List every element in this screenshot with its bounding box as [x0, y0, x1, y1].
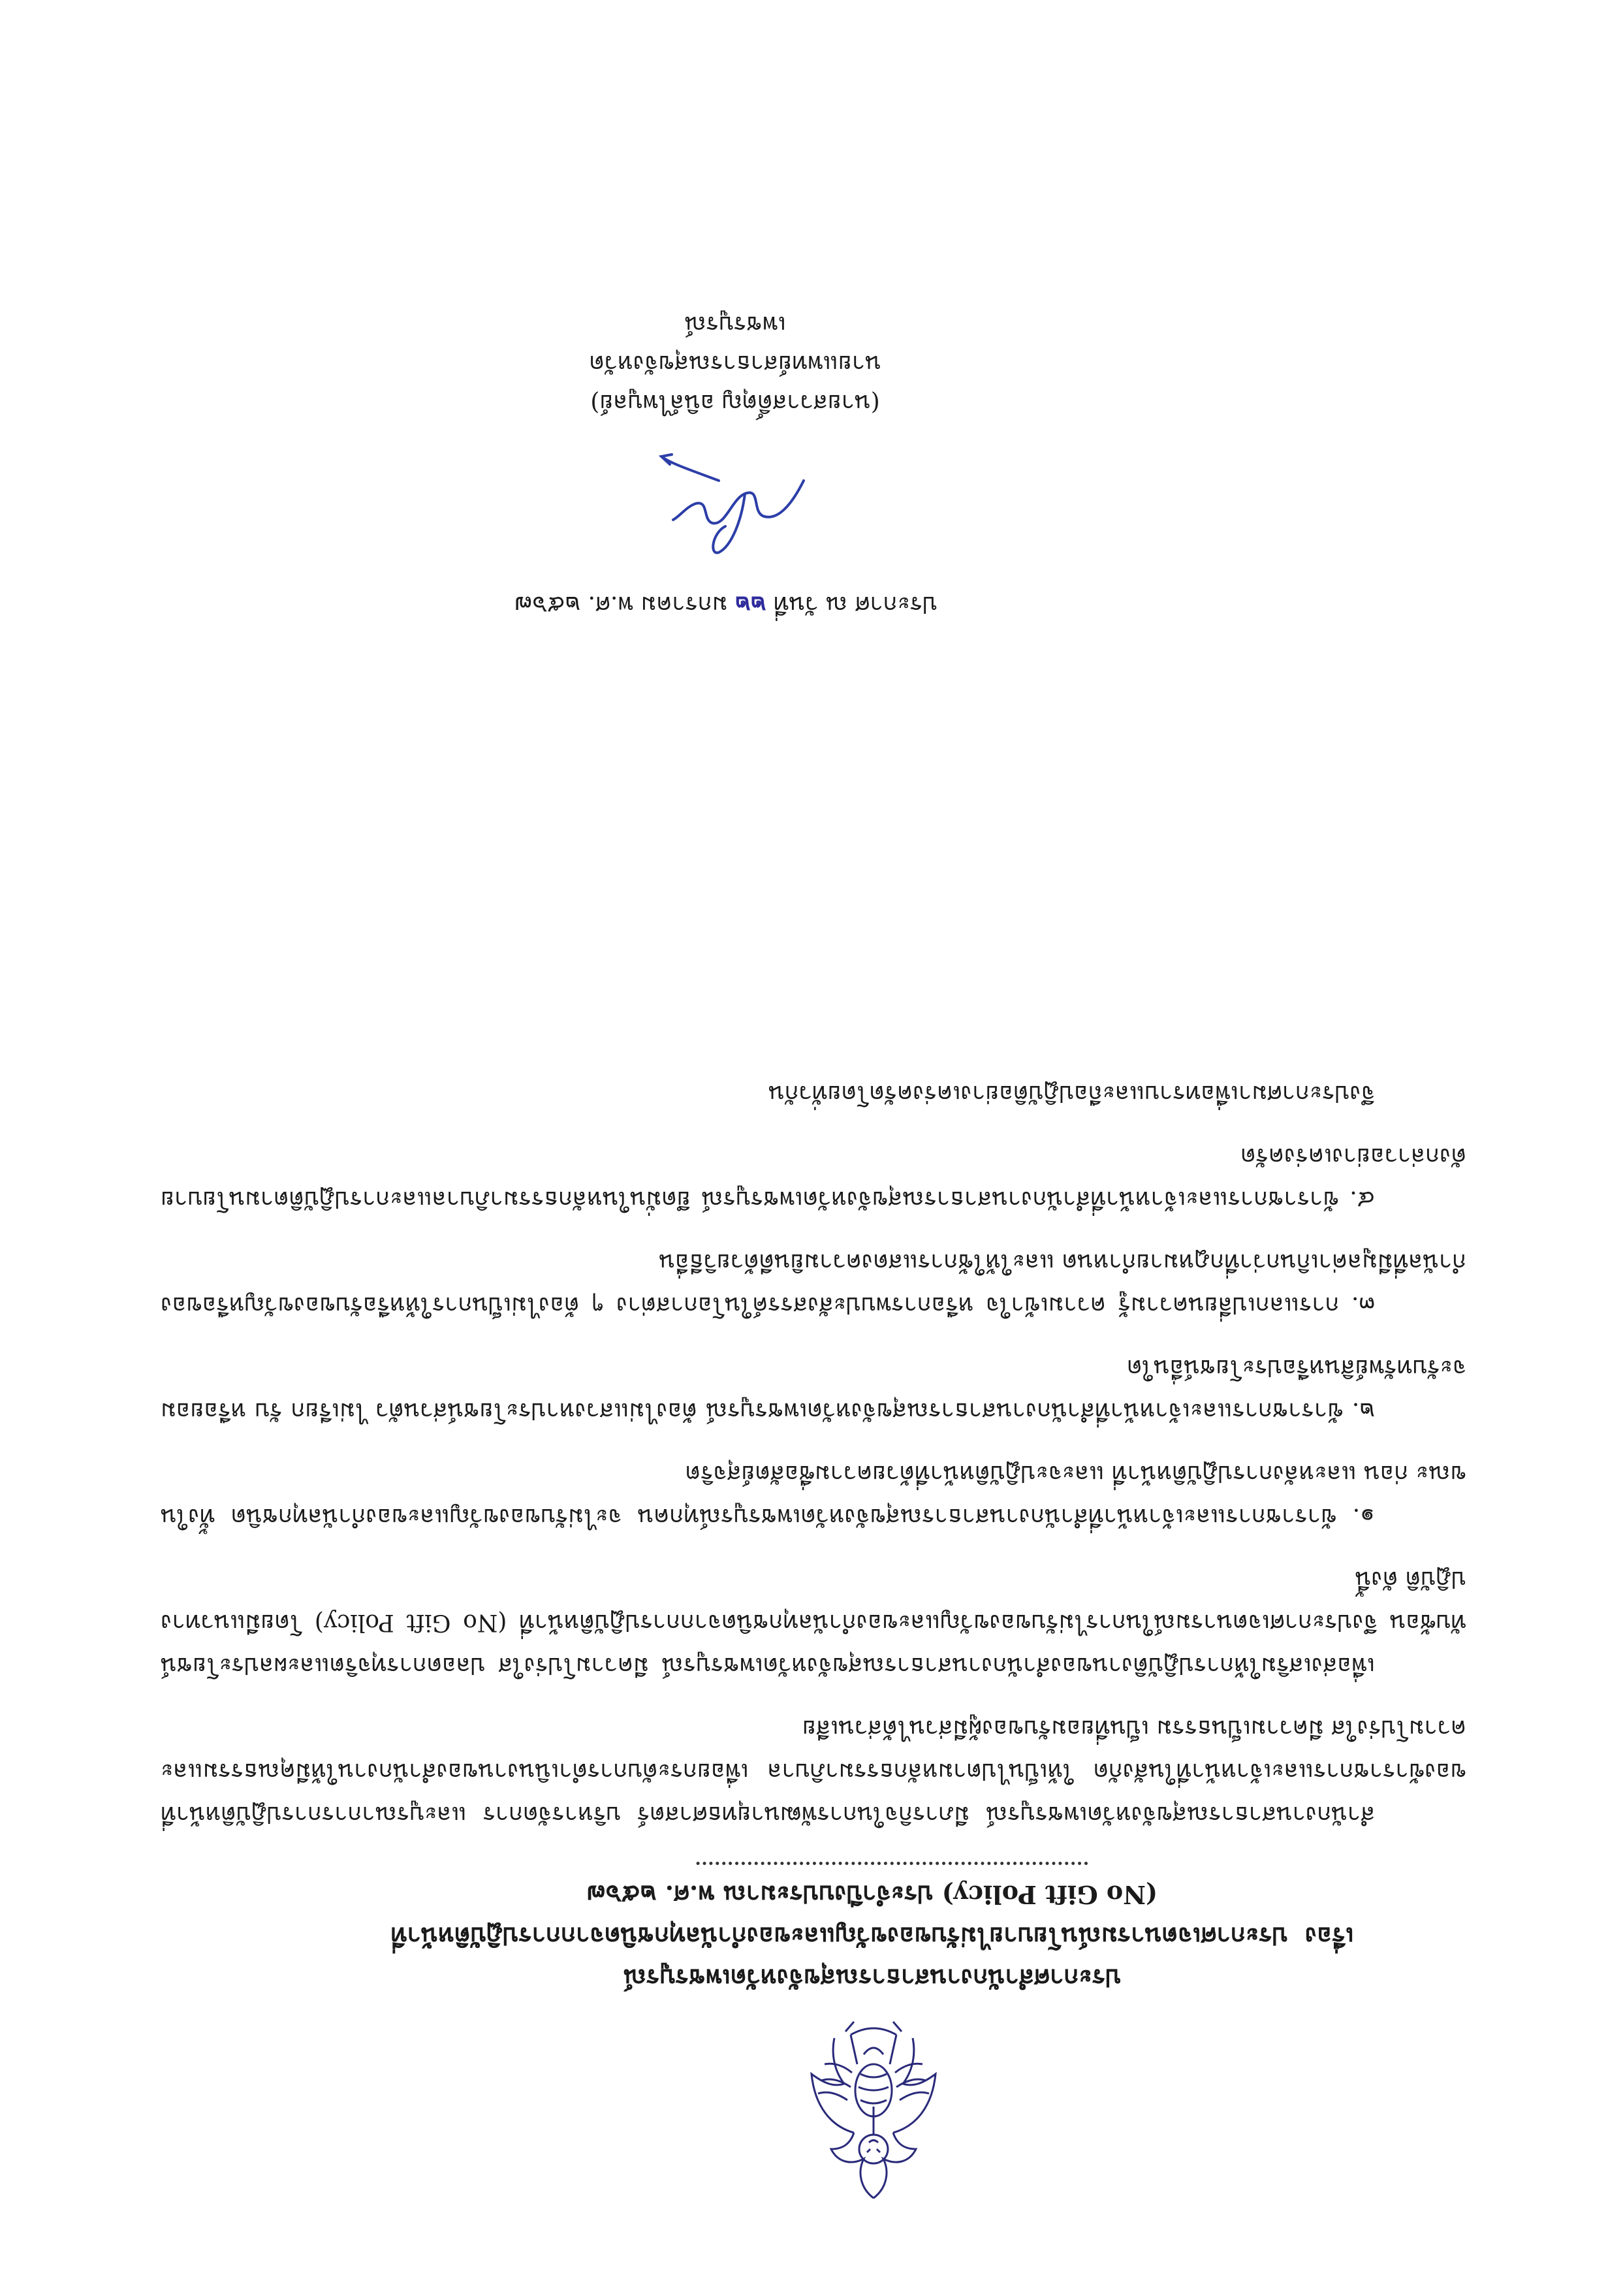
subject-line-2: (No Gift Policy) ประจำปีงบประมาณ พ.ศ. ๒๕๖๗ [586, 1880, 1158, 1909]
announcement-date [514, 584, 938, 624]
date-day: ๒๒ [734, 591, 766, 618]
subject-label: เรื่อง [1304, 1922, 1354, 1951]
policy-item-1: ๑. ข้าราชการและเจ้าหน้าที่สำนักงานสาธารณสุขจังหวัดเพชรบูรณ์ทุกคน จะไม่รับของขวัญและของกำนัลทุกชนิด ทั้งในขณะ ก่อน และหลังการปฏิบัติหน้าที่ และจะปฏิบัติหน้าที่ด้วยความซื่อสัตย์สุจริต [161, 1460, 1466, 1530]
subject-text-1: ประกาศเจตนารมณ์นโยบายไม่รับของขวัญและของกำนัลทุกชนิดจากการปฏิบัติหน้าที่ [390, 1922, 1288, 1951]
paragraph-2: เพื่อส่งเสริมให้การปฏิบัติงานของสำนักงานสาธารณสุขจังหวัดเพชรบูรณ์ มีความโปร่งใส ปลอดการทุจริตและผลประโยชน์ทับซ้อน จึงประกาศเจตนารมณ์ในการไม่รับของขวัญและของกำนัลทุกชนิดจากการปฏิบัติหน้าที่ (No Gift Policy) โดยมีแนวทางปฏิบัติ ดังนี้ [161, 1566, 1466, 1679]
document-body [161, 1052, 1466, 1836]
signer-position: นายแพทย์สาธารณสุขจังหวัดเพชรบูรณ์ [589, 311, 881, 377]
policy-item-2: ๒. ข้าราชการและเจ้าหน้าที่สำนักงานสาธารณสุขจังหวัดเพชรบูรณ์ ต้องไม่แสวงหาประโยชน์ส่วนตัว ไม่เรียก รับ หรือยอมจะรับทรัพย์สินหรือประโยชน์อื่นใด [161, 1354, 1466, 1424]
policy-item-4: ๔. ข้าราชการและเจ้าหน้าที่สำนักงานสาธารณสุขจังหวัดเพชรบูรณ์ ยึดมั่นในหลักธรรมาภิบาลและการปฏิบัติตามนโยบายดังกล่าวอย่างเคร่งครัด [161, 1143, 1466, 1213]
subject-line-1 [252, 1915, 1492, 1957]
dotted-divider [696, 1862, 1088, 1865]
handwritten-signature-icon [654, 448, 823, 579]
closing-statement: จึงประกาศมาเพื่อทราบและถือปฏิบัติอย่างเคร่งครัดโดยทั่วกัน [768, 1080, 1375, 1107]
date-prefix: ประกาศ ณ วันที่ [773, 591, 938, 618]
title-block [252, 1873, 1492, 1999]
policy-item-3: ๓. การแลกเปลี่ยนความรู้ ความเข้าใจ หรือการพบปะสังสรรค์ในโอกาสต่าง ๆ ต้องไม่เป็นการให้หรือรับของขวัญหรือของกำนัลที่มีมูลค่าเกินกว่าที่กฎหมายกำหนด และให้ใช้การแสดงความยินดีด้วยวิธีอื่น [161, 1249, 1466, 1318]
signer-name: (นายสวาสดิ์ตุญ อนิล์ไพบูลย์) [590, 389, 880, 416]
garuda-emblem-icon [805, 2015, 942, 2211]
document-heading: ประกาศสำนักงานสาธารณสุขจังหวัดเพชรบูรณ์ [623, 1964, 1122, 1993]
date-suffix: มกราคม พ.ศ. ๒๕๖๗ [514, 591, 728, 618]
paragraph-1: สำนักงานสาธารณสุขจังหวัดเพชรบูรณ์ มีภารกิจในการพัฒนายุทธศาสตร์ บริหารจัดการ และบูรณาการการปฏิบัติหน้าที่ของข้าราชการและเจ้าหน้าที่ในสังกัด ให้เป็นไปตามหลักธรรมาภิบาล เพื่อยกระดับการดำเนินงานของสำนักงานให้มีคุณธรรมและความโปร่งใส มีความเป็นธรรม เป็นที่ยอมรับของผู้มีส่วนได้ส่วนเสีย [161, 1715, 1466, 1828]
